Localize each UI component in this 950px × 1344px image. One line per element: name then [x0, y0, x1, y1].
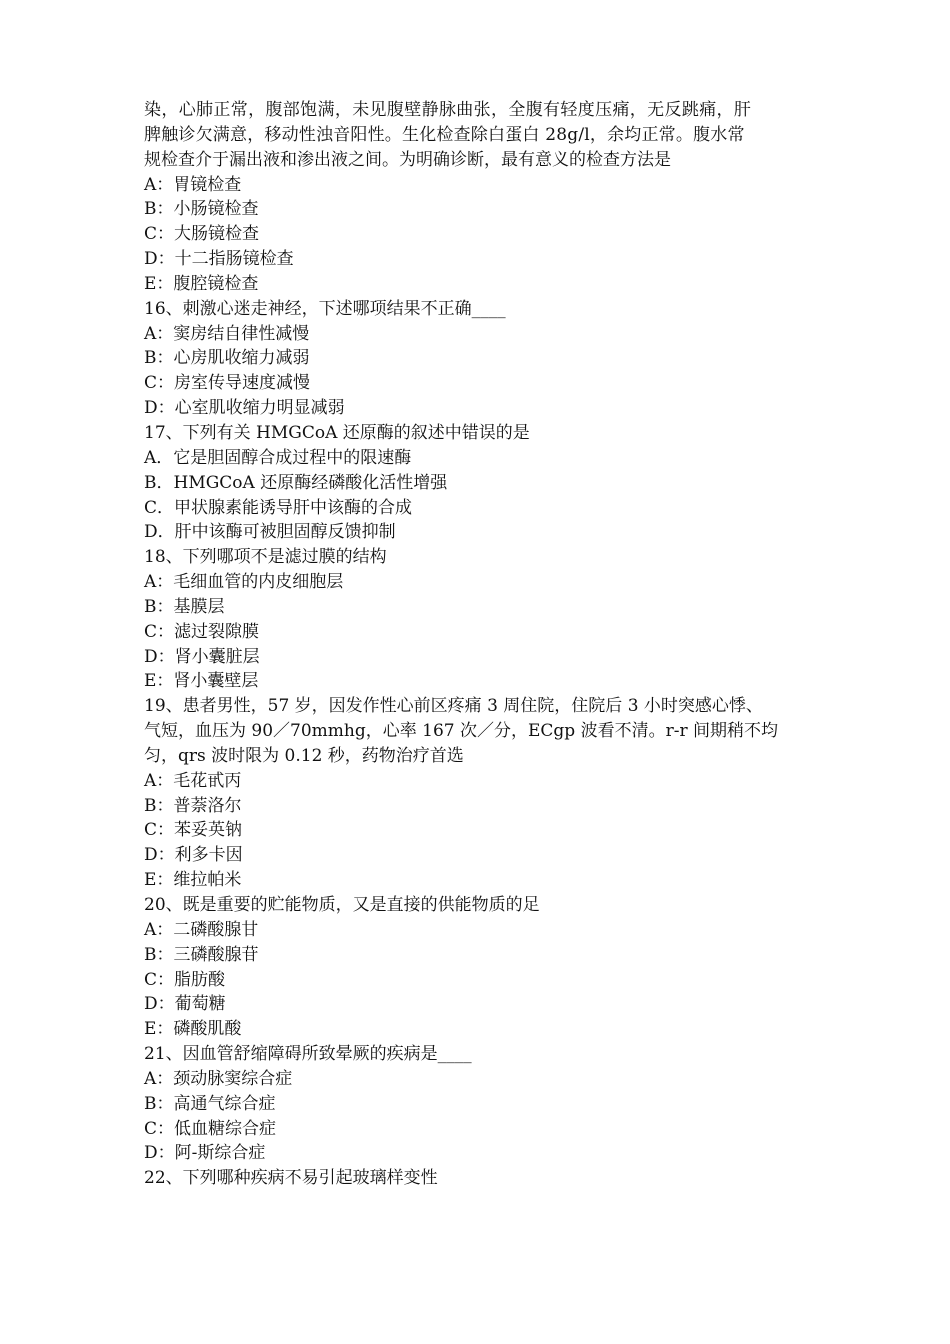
question-line: 气短，血压为 90／70mmhg，心率 167 次／分，ECgp 波看不清。r-r 间期稍不均 [144, 721, 778, 742]
question-line: 21、因血管舒缩障碍所致晕厥的疾病是____ [144, 1044, 472, 1065]
option-line: D：阿-斯综合症 [144, 1143, 266, 1164]
option-line: D：心室肌收缩力明显减弱 [144, 398, 345, 419]
question-line: 16、刺激心迷走神经，下述哪项结果不正确____ [144, 298, 506, 319]
option-line: C：滤过裂隙膜 [144, 621, 260, 642]
option-line: D：肾小囊脏层 [144, 646, 260, 667]
option-line: B．HMGCoA 还原酶经磷酸化活性增强 [144, 472, 448, 493]
option-line: B：三磷酸腺苷 [144, 944, 259, 965]
question-line: 19、患者男性，57 岁，因发作性心前区疼痛 3 周住院，住院后 3 小时突感心悸、 [144, 696, 763, 717]
option-line: E：腹腔镜检查 [144, 273, 259, 294]
option-line: C：低血糖综合症 [144, 1118, 277, 1139]
option-line: A：毛细血管的内皮细胞层 [144, 572, 344, 593]
option-line: B：高通气综合症 [144, 1093, 276, 1114]
option-line: B：小肠镜检查 [144, 199, 259, 220]
option-line: A：窦房结自律性减慢 [144, 323, 310, 344]
option-line: D：利多卡因 [144, 845, 243, 866]
option-line: C：大肠镜检查 [144, 224, 260, 245]
option-line: E：维拉帕米 [144, 870, 242, 891]
option-line: A：胃镜检查 [144, 174, 242, 195]
option-line: D：十二指肠镜检查 [144, 249, 294, 270]
question-line: 匀，qrs 波时限为 0.12 秒，药物治疗首选 [144, 745, 464, 766]
question-line: 18、下列哪项不是滤过膜的结构 [144, 547, 387, 568]
option-line: E：磷酸肌酸 [144, 1019, 242, 1040]
option-line: A．它是胆固醇合成过程中的限速酶 [144, 447, 412, 468]
question-line: 17、下列有关 HMGCoA 还原酶的叙述中错误的是 [144, 422, 530, 443]
question-line: 22、下列哪种疾病不易引起玻璃样变性 [144, 1168, 438, 1189]
document-page [144, 98, 816, 1191]
option-line: C：脂肪酸 [144, 969, 226, 990]
option-line: A：毛花甙丙 [144, 770, 242, 791]
question-line: 20、既是重要的贮能物质，又是直接的供能物质的足 [144, 895, 540, 915]
option-line: E：肾小囊壁层 [144, 671, 259, 692]
option-line: C．甲状腺素能诱导肝中该酶的合成 [144, 497, 413, 518]
text-line: 脾触诊欠满意，移动性浊音阳性。生化检查除白蛋白 28g/l，余均正常。腹水常 [144, 124, 745, 145]
option-line: D：葡萄糖 [144, 994, 226, 1015]
option-line: B：普萘洛尔 [144, 795, 242, 816]
text-line: 染，心肺正常，腹部饱满，未见腹壁静脉曲张，全腹有轻度压痛，无反跳痛，肝 [144, 100, 752, 120]
option-line: D．肝中该酶可被胆固醇反馈抑制 [144, 522, 396, 543]
text-line: 规检查介于漏出液和渗出液之间。为明确诊断，最有意义的检查方法是 [144, 149, 671, 170]
option-line: C：苯妥英钠 [144, 820, 243, 841]
option-line: A：二磷酸腺甘 [144, 919, 259, 940]
option-line: B：基膜层 [144, 596, 225, 617]
option-line: C：房室传导速度减慢 [144, 373, 311, 394]
option-line: A：颈动脉窦综合症 [144, 1068, 293, 1089]
option-line: B：心房肌收缩力减弱 [144, 348, 310, 369]
